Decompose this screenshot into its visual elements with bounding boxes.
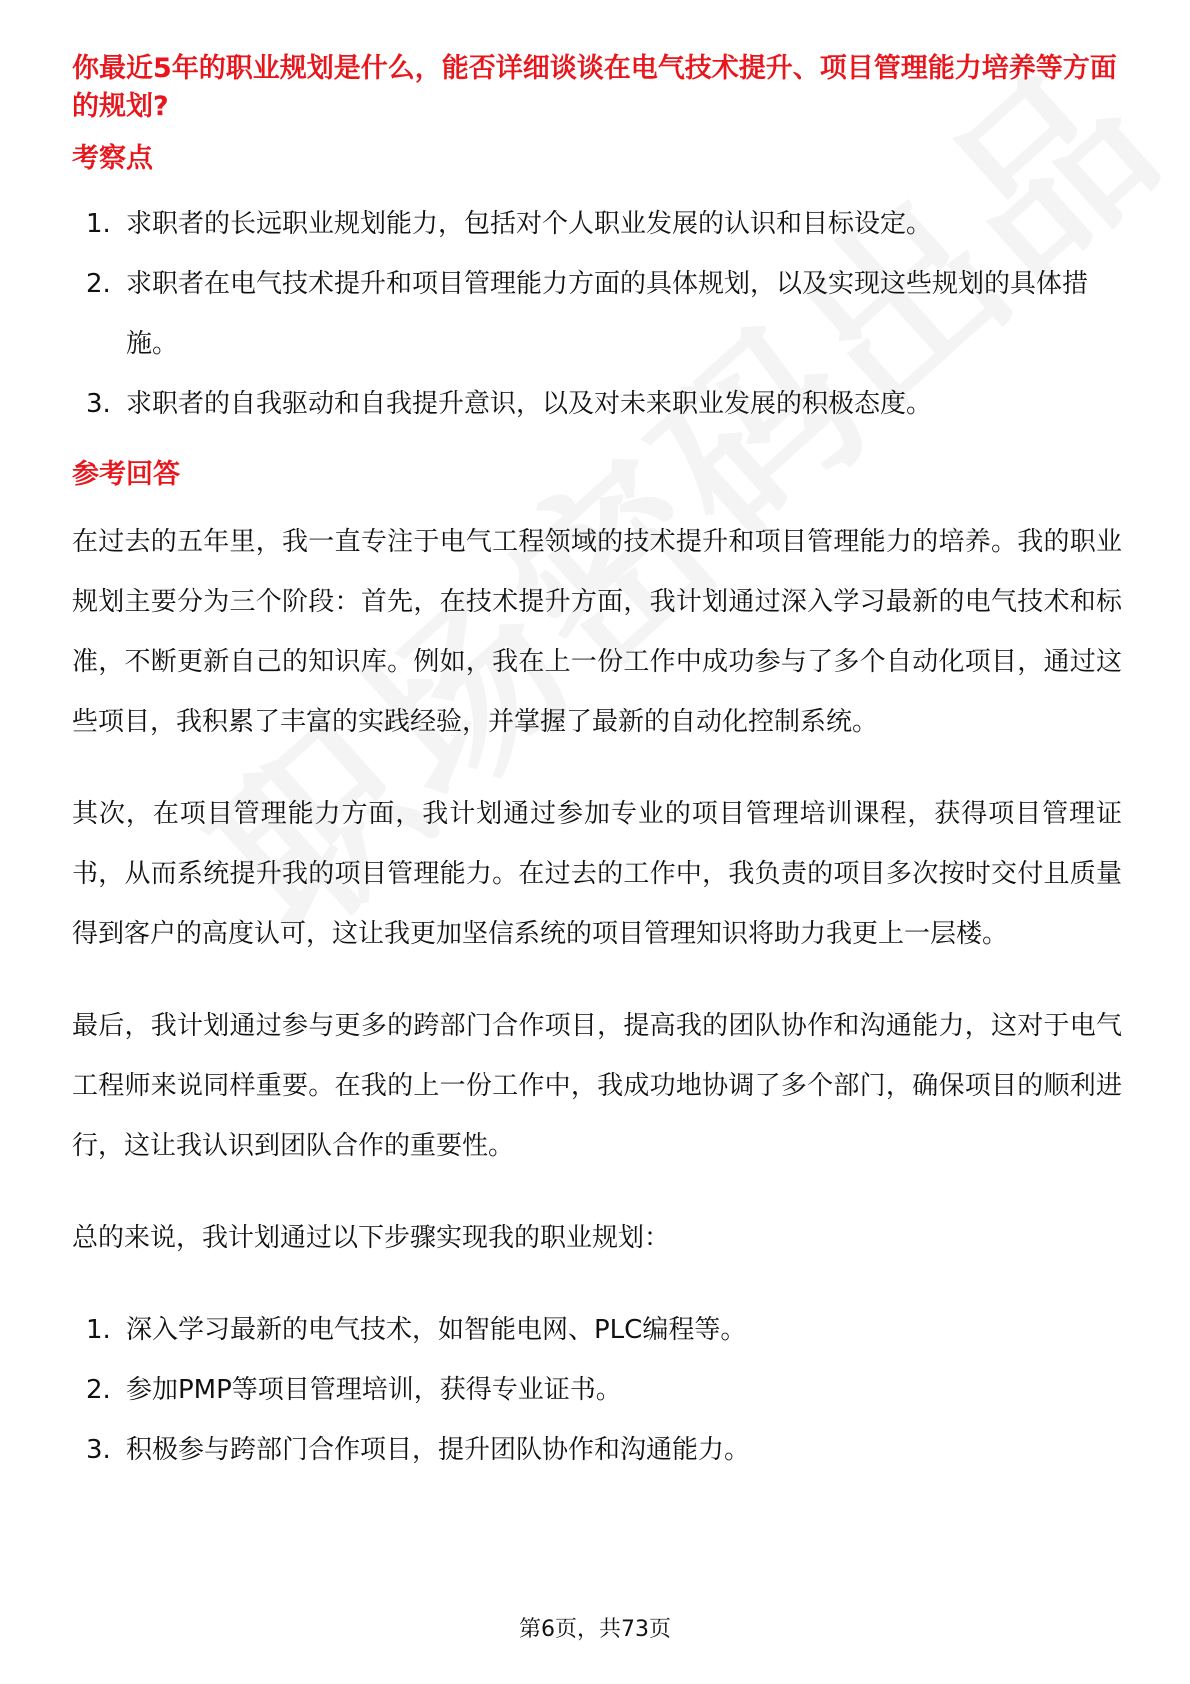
list-item	[72, 1300, 1122, 1360]
list-item	[72, 254, 1122, 374]
list-item	[72, 194, 1122, 254]
page-content	[72, 50, 1122, 1480]
list-item	[72, 374, 1122, 434]
list-item-number: 3.	[86, 1435, 111, 1465]
list-item-text: 参加PMP等项目管理培训，获得专业证书。	[126, 1375, 622, 1405]
list-item-number: 2.	[86, 1375, 111, 1405]
list-item-text: 求职者在电气技术提升和项目管理能力方面的具体规划，以及实现这些规划的具体措施。	[126, 269, 1089, 359]
list-item-text: 积极参与跨部门合作项目，提升团队协作和沟通能力。	[126, 1435, 751, 1465]
list-item-number: 1.	[86, 209, 111, 239]
list-item-text: 深入学习最新的电气技术，如智能电网、PLC编程等。	[126, 1315, 747, 1345]
answer-paragraph: 其次，在项目管理能力方面，我计划通过参加专业的项目管理培训课程，获得项目管理证书，从而系统提升我的项目管理能力。在过去的工作中，我负责的项目多次按时交付且质量得到客户的高度认可，这让我更加坚信系统的项目管理知识将助力我更上一层楼。	[72, 799, 1122, 949]
answer-paragraph: 总的来说，我计划通过以下步骤实现我的职业规划：	[72, 1223, 671, 1253]
question-title: 你最近5年的职业规划是什么，能否详细谈谈在电气技术提升、项目管理能力培养等方面的规划?	[72, 53, 1117, 122]
list-item-text: 求职者的长远职业规划能力，包括对个人职业发展的认识和目标设定。	[126, 209, 933, 239]
list-item	[72, 1360, 1122, 1420]
reference-answer-heading: 参考回答	[72, 459, 180, 490]
examination-points-heading: 考察点	[72, 143, 153, 174]
list-item	[72, 1420, 1122, 1480]
list-item-number: 3.	[86, 389, 111, 419]
steps-list	[72, 1300, 1122, 1480]
answer-paragraph: 在过去的五年里，我一直专注于电气工程领域的技术提升和项目管理能力的培养。我的职业规划主要分为三个阶段：首先，在技术提升方面，我计划通过深入学习最新的电气技术和标准，不断更新自己的知识库。例如，我在上一份工作中成功参与了多个自动化项目，通过这些项目，我积累了丰富的实践经验，并掌握了最新的自动化控制系统。	[72, 527, 1122, 737]
examination-points-list	[72, 194, 1122, 434]
answer-paragraph: 最后，我计划通过参与更多的跨部门合作项目，提高我的团队协作和沟通能力，这对于电气工程师来说同样重要。在我的上一份工作中，我成功地协调了多个部门，确保项目的顺利进行，这让我认识到团队合作的重要性。	[72, 1011, 1122, 1161]
list-item-number: 2.	[86, 269, 111, 299]
list-item-number: 1.	[86, 1315, 111, 1345]
list-item-text: 求职者的自我驱动和自我提升意识，以及对未来职业发展的积极态度。	[126, 389, 933, 419]
page-number-footer: 第6页，共73页	[519, 1617, 671, 1642]
